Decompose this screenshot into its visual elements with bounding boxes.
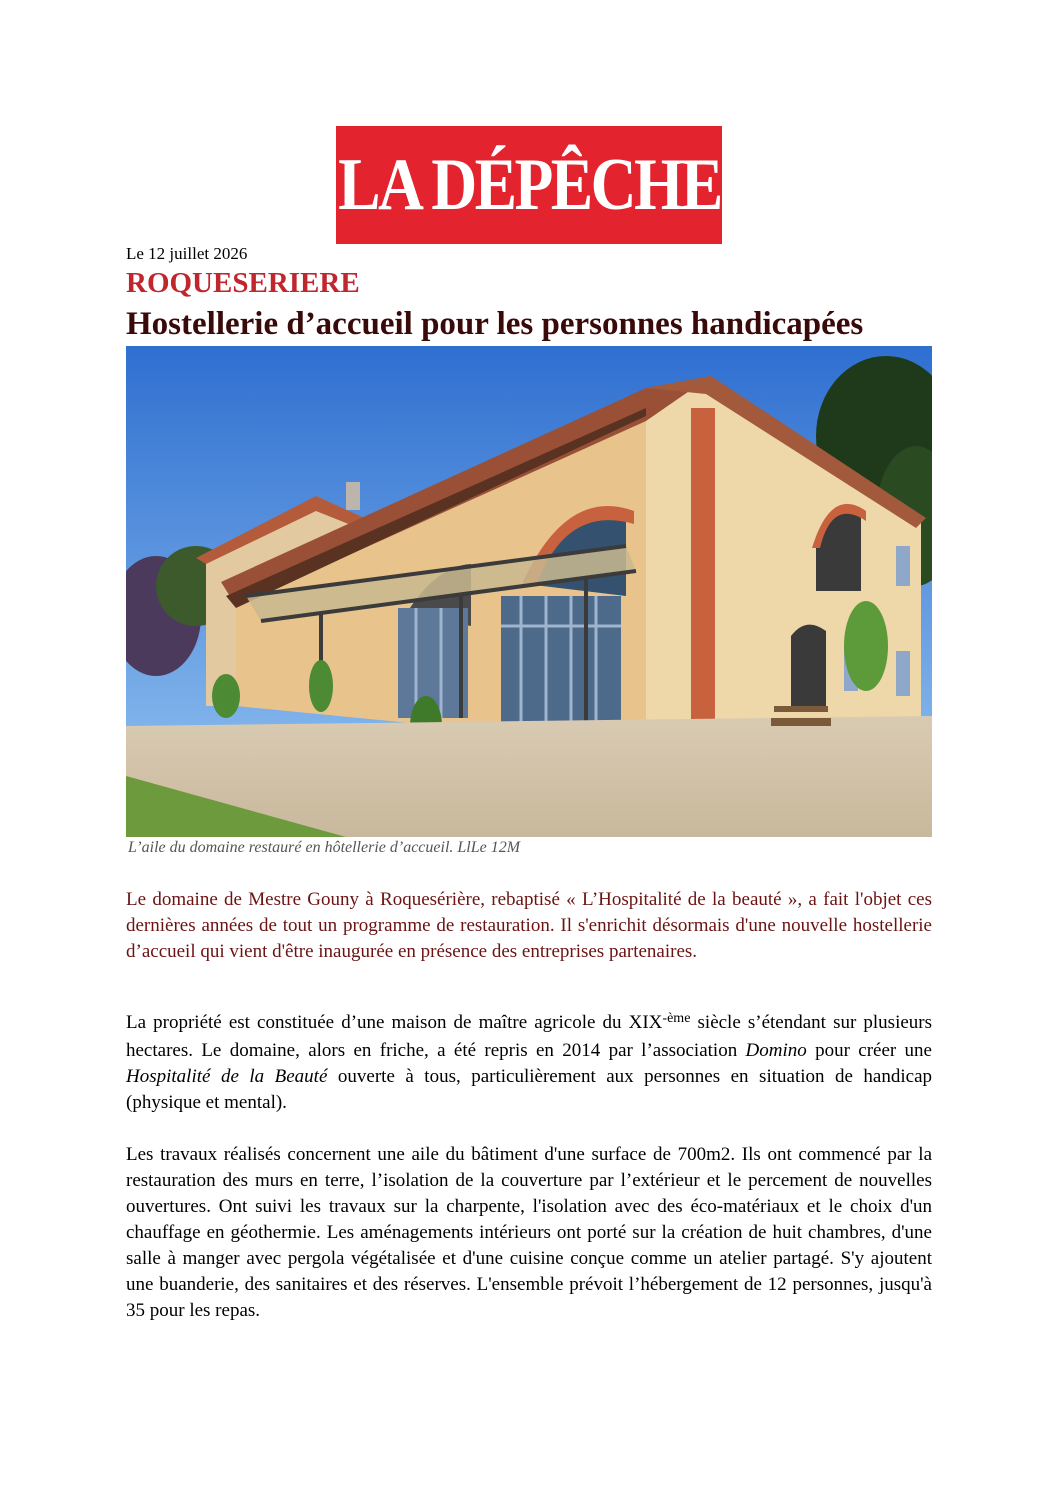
paragraph-intro: Le domaine de Mestre Gouny à Roquesérière, rebaptisé « L’Hospitalité de la beauté », a fait l'objet ces dernières années de tout un programme de restauration. Il s'enrichit désormais d'une nouvelle hostellerie d’accueil qui vient d'être inaugurée en présence des entreprises partenaires. <box>126 889 932 962</box>
paragraph-property-text-a: La propriété est constituée d’une maison de maître agricole du XIX <box>126 1012 663 1033</box>
logo-text: LA DÉPÊCHE <box>337 143 721 226</box>
paragraph-property-text-b: siècle s’étendant sur plusieurs hectares. Le domaine, alors en friche, a été repris en 2014 par l’association <box>126 1012 932 1061</box>
paragraph-works: Les travaux réalisés concernent une aile du bâtiment d'une surface de 700m2. Ils ont commencé par la restauration des murs en terre, l’isolation de la couverture par l’extérieur et le percement de nouvelles ouvertures. Ont suivi les travaux sur la charpente, l'isolation avec des éco-matériaux et le choix d'un chauffage en géothermie. Les aménagements intérieurs ont porté sur la création de huit chambres, d'une salle à manger avec pergola végétalisée et d'une cuisine conçue comme un atelier partagé. S'y ajoutent une buanderie, des sanitaires et des réserves. L'ensemble prévoit l’hébergement de 12 personnes, jusqu'à 35 pour les repas. <box>126 1144 932 1321</box>
article-kicker: ROQUESERIERE <box>126 267 360 299</box>
article-date: Le 12 juillet 2026 <box>126 244 248 263</box>
article-photo <box>126 346 932 837</box>
photo-caption: L’aile du domaine restauré en hôtellerie d’accueil. LlLe 12M <box>128 839 521 856</box>
article-headline: Hostellerie d’accueil pour les personnes handicapées <box>126 306 864 342</box>
century-suffix: -ème <box>662 1011 691 1026</box>
association-name: Domino <box>745 1040 807 1061</box>
newspaper-logo <box>336 126 722 244</box>
paragraph-property-text-c: pour créer une <box>806 1040 932 1061</box>
project-name: Hospitalité de la Beauté <box>126 1066 328 1087</box>
paragraph-property <box>126 1010 932 1116</box>
paragraph-property-text-d: ouverte à tous, particulièrement aux personnes en situation de handicap (physique et mental). <box>126 1066 933 1113</box>
